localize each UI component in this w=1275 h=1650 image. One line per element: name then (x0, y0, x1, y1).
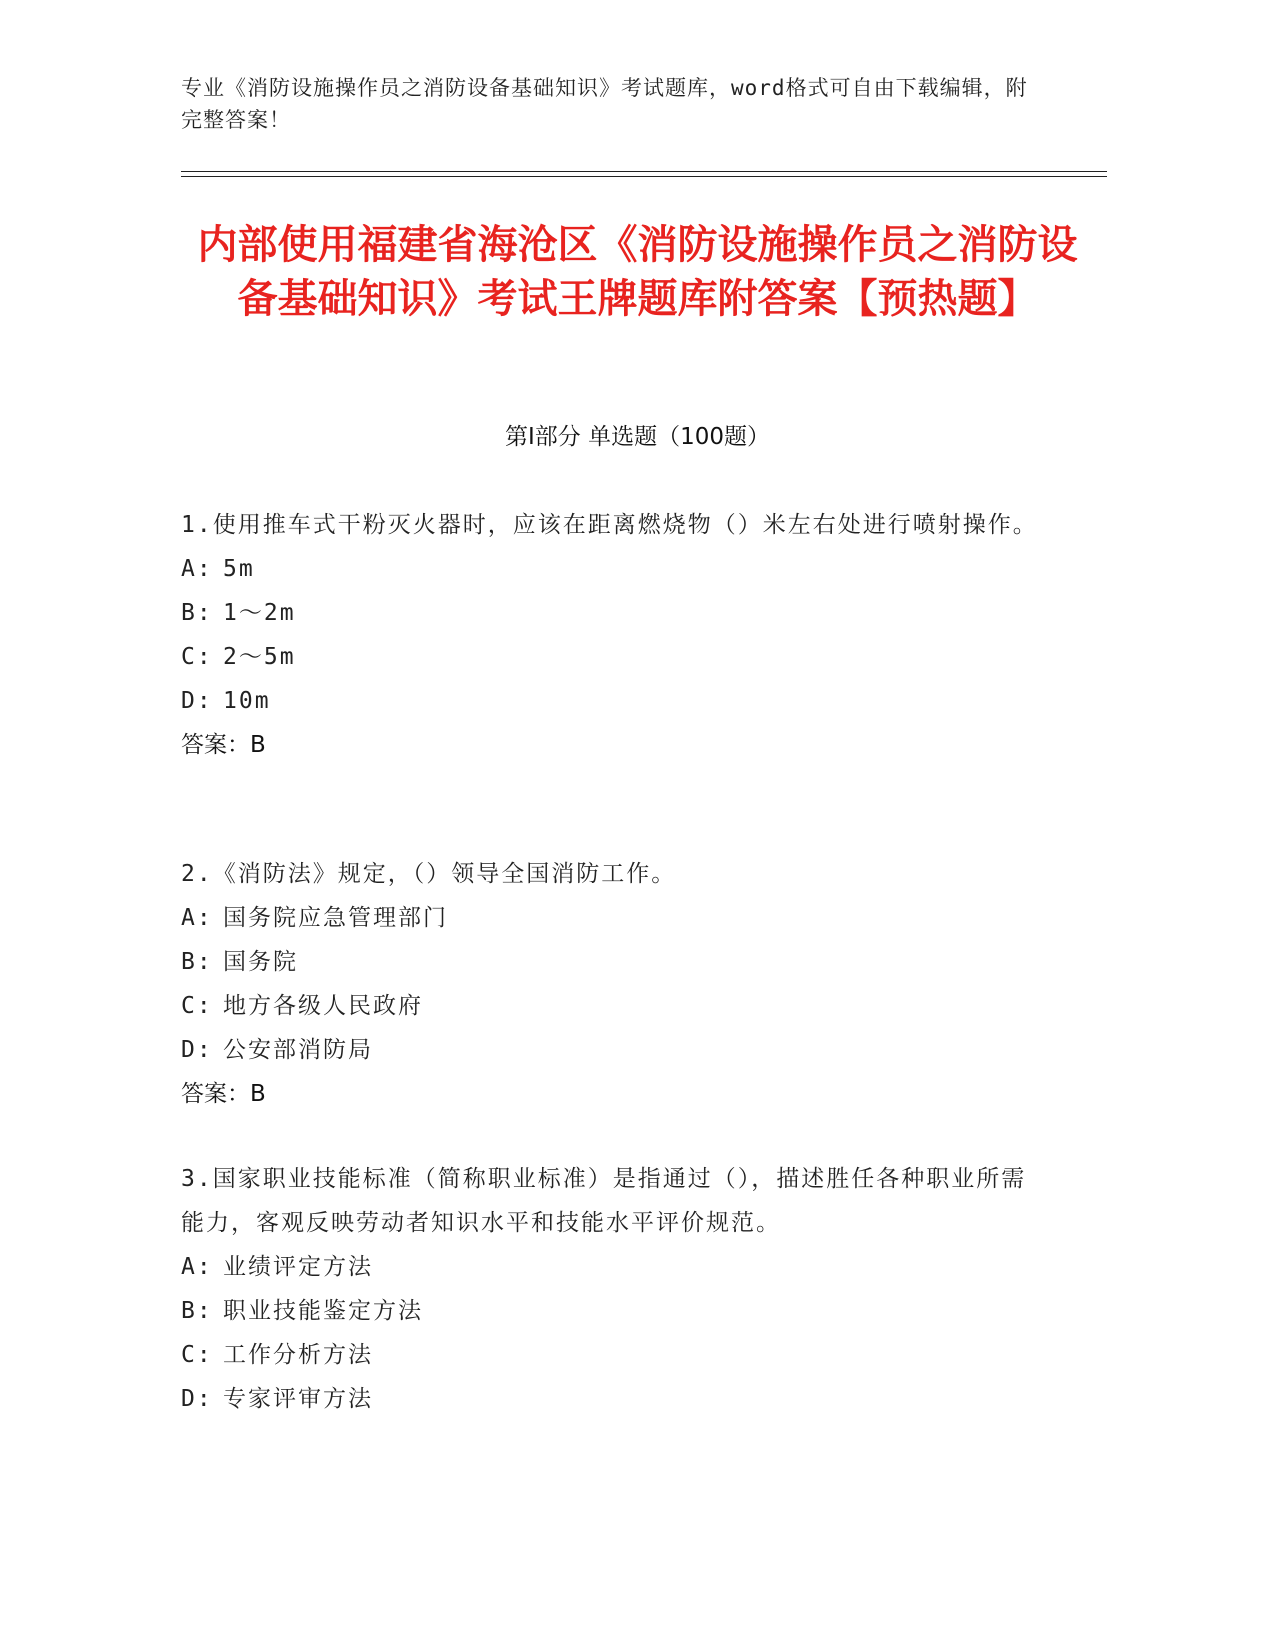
option-c (181, 635, 1051, 679)
option-key: D: (181, 688, 213, 714)
question-stem: 3.国家职业技能标准（简称职业标准）是指通过（），描述胜任各种职业所需能力，客观反映劳动者知识水平和技能水平评价规范。 (181, 1166, 1027, 1236)
option-key: C: (181, 993, 213, 1019)
option-c (181, 1333, 1051, 1377)
option-text: 工作分析方法 (223, 1342, 373, 1368)
header-divider-top (181, 171, 1107, 172)
option-b (181, 940, 1051, 984)
option-text: 10m (223, 688, 271, 714)
option-key: C: (181, 1342, 213, 1368)
question-block (181, 1157, 1051, 1421)
answer-line: 答案：B (181, 732, 266, 758)
option-a (181, 1245, 1051, 1289)
question-stem: 2.《消防法》规定，（）领导全国消防工作。 (181, 861, 677, 887)
answer-line: 答案：B (181, 1081, 266, 1107)
option-d (181, 679, 1051, 723)
option-text: 业绩评定方法 (223, 1254, 373, 1280)
option-b (181, 1289, 1051, 1333)
option-d (181, 1377, 1051, 1421)
option-key: B: (181, 949, 213, 975)
question-block (181, 852, 1051, 1116)
option-text: 5m (223, 556, 255, 582)
option-text: 地方各级人民政府 (223, 993, 423, 1019)
option-key: B: (181, 1298, 213, 1324)
option-text: 国务院应急管理部门 (223, 905, 448, 931)
option-text: 2～5m (223, 644, 296, 670)
option-text: 专家评审方法 (223, 1386, 373, 1412)
question-block (181, 503, 1051, 767)
option-key: D: (181, 1037, 213, 1063)
option-b (181, 591, 1051, 635)
option-key: A: (181, 905, 213, 931)
document-title: 内部使用福建省海沧区《消防设施操作员之消防设备基础知识》考试王牌题库附答案【预热题】 (197, 222, 1078, 322)
option-text: 公安部消防局 (223, 1037, 373, 1063)
option-c (181, 984, 1051, 1028)
question-stem: 1.使用推车式干粉灭火器时，应该在距离燃烧物（）米左右处进行喷射操作。 (181, 512, 1038, 538)
option-a (181, 896, 1051, 940)
option-a (181, 547, 1051, 591)
option-text: 职业技能鉴定方法 (223, 1298, 423, 1324)
option-key: D: (181, 1386, 213, 1412)
option-key: A: (181, 1254, 213, 1280)
header-divider-bottom (181, 176, 1107, 177)
option-key: C: (181, 644, 213, 670)
header-note: 专业《消防设施操作员之消防设备基础知识》考试题库，word格式可自由下载编辑，附完整答案！ (181, 76, 1028, 132)
section-title: 第Ⅰ部分 单选题（100题） (505, 424, 770, 450)
option-text: 国务院 (223, 949, 298, 975)
option-d (181, 1028, 1051, 1072)
option-key: A: (181, 556, 213, 582)
option-key: B: (181, 600, 213, 626)
option-text: 1～2m (223, 600, 296, 626)
